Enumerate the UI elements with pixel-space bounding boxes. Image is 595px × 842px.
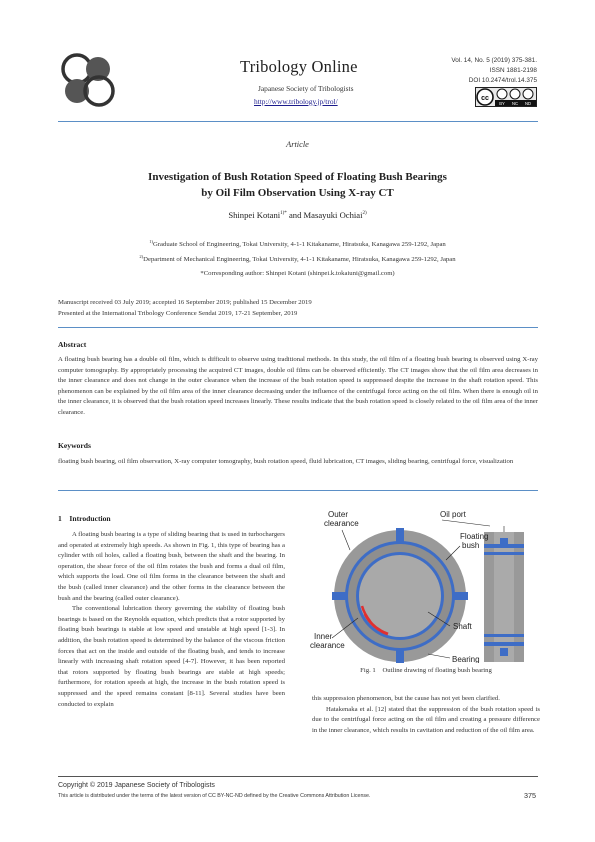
nd-icon [523, 89, 533, 99]
intro-paragraph-3: this suppression phenomenon, but the cause has not yet been clarified. [312, 695, 500, 702]
footer-divider [58, 776, 538, 777]
volume-info: Vol. 14, No. 5 (2019) 375-381. [451, 57, 537, 64]
doi: DOI 10.2474/trol.14.375 [468, 77, 537, 85]
keywords-text: floating bush bearing, oil film observation, X-ray computer tomography, bush rotation speed, fluid lubrication, CT images, sliding bearing, centrifugal force, visualization [58, 458, 514, 465]
abstract-top-divider [58, 327, 538, 328]
figure-caption: Fig. 1 Outline drawing of floating bush bearing [360, 667, 492, 674]
article-type: Article [286, 140, 309, 149]
nc-icon [510, 89, 520, 99]
by-icon [497, 89, 507, 99]
keywords-heading: Keywords [58, 441, 91, 450]
society-name: Japanese Society of Tribologists [258, 84, 354, 93]
journal-url-link[interactable]: http://www.tribology.jp/trol/ [254, 97, 338, 106]
label-outer-clearance-1: Outer [328, 510, 349, 519]
issn: ISSN 1881-2198 [489, 67, 537, 75]
section-heading-introduction: 1 Introduction [58, 514, 111, 523]
intro-column-left [58, 530, 285, 710]
corresponding-author: *Corresponding author: Shinpei Kotani (shinpei.k.tokaiuni@gmail.com) [200, 270, 395, 277]
copyright-notice: Copyright © 2019 Japanese Society of Tribologists [58, 782, 215, 789]
badge-nc: NC [511, 101, 519, 106]
paper-title [60, 170, 535, 201]
svg-text:cc: cc [481, 95, 489, 102]
label-bearing: Bearing [452, 655, 480, 663]
figure-bearing-drawing [310, 508, 545, 663]
affiliation-2: $^{2)}$Department of Mechanical Engineering, Tokai University, 4-1-1 Kitakaname, Hiratsuka, Kanagawa 259-1292, Japan [139, 254, 456, 264]
abstract-bottom-divider [58, 490, 538, 491]
author-2: Masayuki Ochiai [303, 210, 363, 220]
page-number: 375 [524, 791, 536, 800]
author-and: and [286, 210, 304, 220]
author-2-sup: 2) [362, 211, 367, 217]
author-list [0, 210, 595, 220]
received-date: Manuscript received 03 July 2019; accepted 16 September 2019; published 15 December 2019 [58, 299, 312, 306]
label-shaft: Shaft [453, 622, 472, 631]
license-notice: This article is distributed under the terms of the latest version of CC BY-NC-ND defined by the Creative Commons Attribution License. [58, 793, 371, 799]
presented-at: Presented at the International Tribology Conference Sendai 2019, 17-21 September, 2019 [58, 310, 298, 317]
intro-paragraph-1: A floating bush bearing is a type of sliding bearing that is used in turbochargers and operated at extremely high speeds. As shown in Fig. 1, this type of bearing has a cylinder with oil holes, called a floating bush, between the shaft and the bearing. In operation, the shear force of the oil film rotates the bush and forms a dual oil film, which supports the load. One oil film forms in the clearance between the shaft and the bush (called inner clearance) and the other forms in the clearance between the bush and the bearing (called outer clearance). [58, 531, 285, 602]
label-floating-bush-1: Floating [460, 532, 489, 541]
affiliation-1: $^{1)}$Graduate School of Engineering, Tokai University, 4-1-1 Kitakaname, Hiratsuka, Kanagawa 259-1292, Japan [149, 239, 446, 249]
author-1-sup: 1)* [280, 211, 287, 217]
abstract-text: A floating bush bearing has a double oil film, which is difficult to observe using traditional methods. In this study, the oil film of a floating bush bearing is observed using X-ray computer tomography. By appropriately processing the acquired CT images, double oil films can be observed efficiently. The CT images show that the oil film area decreases in the inner clearance and does not change in the outer clearance when the increase of the bush rotation speed is suppressed despite the increase in the shaft rotation speed. This phenomenon can be explained by the oil film area of the inner clearance decreasing under the influence of the centrifugal force acting on the oil film. When there is enough oil in the inner clearance, it is observed that the bush rotation speed increases linearly. These results indicate that the bush rotation speed is closely related to the oil film area of the inner clearance. [58, 356, 538, 416]
intro-paragraph-2: The conventional lubrication theory governing the stability of floating bush bearings is based on the Reynolds equation, which predicts that a rotor supported by floating bush bearings is stable at low speed and unstable at high speed [1-3]. In addition, the bush rotation speed is determined by the balance of the viscous friction forces that act on the inside and outside of the floating bush, and tends to increase linearly with increasing shaft rotation speed [4-7]. However, it has been reported that rotors supported by floating bush bearings are stable at high speeds; furthermore, for rotation speeds at high, the increase in the bush rotation speed is suppressed and the speed remains constant [8-11]. Several studies have been conducted to explain [58, 605, 285, 708]
journal-logo [60, 52, 116, 108]
badge-by: BY [499, 101, 505, 106]
cc-license-badge [475, 87, 537, 107]
label-inner-clearance-2: clearance [310, 641, 345, 650]
header-divider [58, 121, 538, 122]
title-line-2: by Oil Film Observation Using X-ray CT [201, 186, 394, 199]
label-floating-bush-2: bush [462, 541, 480, 550]
label-inner-clearance-1: Inner [314, 632, 333, 641]
label-oil-port: Oil port [440, 510, 466, 519]
abstract-heading: Abstract [58, 340, 87, 349]
title-line-1: Investigation of Bush Rotation Speed of Floating Bush Bearings [148, 171, 447, 183]
author-1: Shinpei Kotani [228, 210, 281, 220]
side-view [484, 526, 524, 662]
intro-column-right [312, 694, 540, 736]
label-outer-clearance-2: clearance [324, 519, 359, 528]
citation-info [397, 56, 537, 87]
badge-nd: ND [524, 101, 532, 106]
affiliations [60, 236, 535, 266]
journal-title: Tribology Online [240, 57, 358, 76]
manuscript-dates [58, 297, 312, 319]
intro-paragraph-4: Hatakenaka et al. [12] stated that the suppression of the bush rotation speed is due to the centrifugal force acting on the oil film and creating a pressure difference in the inner clearance, which results in cavitation and reduction of the oil film area. [312, 705, 540, 734]
